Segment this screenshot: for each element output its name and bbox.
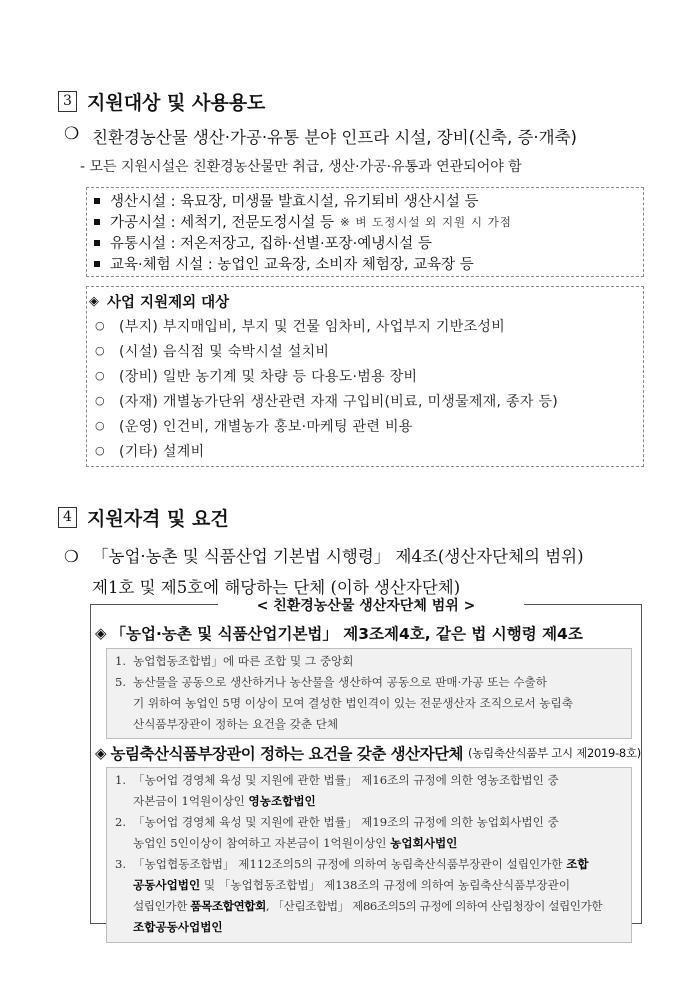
exclusion-item: ○ (운영) 인건비, 개별농가 홍보·마케팅 관련 비용 bbox=[87, 413, 643, 438]
scope-group-2-subtitle: (농림축산식품부 고시 제2019-8호) bbox=[468, 746, 641, 760]
section-3-heading bbox=[58, 88, 265, 115]
scope-item: 5. 농산물을 공동으로 생산하거나 농산물을 생산하여 공동으로 판매·가공 또는 수출하 기 위하여 농업인 5명 이상이 모여 결성한 법인격이 있는 전문생산자 조직으로서 농림축 산식품부장관이 정하는 요건을 갖춘 단체 bbox=[115, 675, 573, 731]
small-circle-bullet-icon: ○ bbox=[95, 444, 105, 457]
square-bullet-icon bbox=[94, 219, 100, 225]
scope-item: 1. 「농어업 경영체 육성 및 지원에 관한 법률」 제16조의 규정에 의한 영농조합법인 중 자본금이 1억원이상인 영농조합법인 bbox=[115, 773, 559, 808]
facility-box bbox=[86, 187, 644, 277]
bullet-line-1: 「농업·농촌 및 식품산업 기본법 시행령」 제4조(생산자단체의 범위) bbox=[92, 547, 584, 566]
diamond-bullet-icon: ◈ bbox=[95, 744, 107, 762]
scope-group-1-box bbox=[106, 648, 632, 739]
section-3-main-bullet bbox=[64, 124, 577, 148]
section-number-box: 4 bbox=[58, 507, 77, 528]
section-4-heading bbox=[58, 504, 229, 531]
scope-group-2-box bbox=[106, 767, 632, 943]
small-circle-bullet-icon: ○ bbox=[95, 344, 105, 357]
scope-group-1-heading: ◈ 「농업·농촌 및 식품산업기본법」 제3조제4호, 같은 법 시행령 제4조 bbox=[95, 624, 583, 643]
facility-note: ※ 벼 도정시설 외 지원 시 가점 bbox=[340, 214, 512, 229]
scope-item: 2. 「농어업 경영체 육성 및 지원에 관한 법률」 제19조의 규정에 의한 농업회사법인 중 농업인 5인이상이 참여하고 자본금이 1억원이상인 농업회사법인 bbox=[115, 815, 559, 850]
square-bullet-icon bbox=[94, 198, 100, 204]
small-circle-bullet-icon: ○ bbox=[95, 419, 105, 432]
exclusion-item: ○ (부지) 부지매입비, 부지 및 건물 임차비, 사업부지 기반조성비 bbox=[87, 313, 643, 338]
scope-caption: < 친환경농산물 생산자단체 범위 > bbox=[256, 598, 476, 614]
exclusion-box bbox=[86, 286, 644, 467]
small-circle-bullet-icon: ○ bbox=[95, 319, 105, 332]
facility-item: 가공시설 : 세척기, 전문도정시설 등 ※ 벼 도정시설 외 지원 시 가점 bbox=[87, 211, 643, 232]
exclusion-item: ○ (자재) 개별농가단위 생산관련 자재 구입비(비료, 미생물제재, 종자 등) bbox=[87, 388, 643, 413]
circle-bullet-icon: ❍ bbox=[64, 124, 80, 144]
section-4-main-bullet bbox=[64, 541, 584, 603]
diamond-bullet-icon: ◈ bbox=[89, 293, 99, 309]
section-title: 지원대상 및 사용용도 bbox=[87, 92, 266, 114]
exclusion-item: ○ (시설) 음식점 및 숙박시설 설치비 bbox=[87, 338, 643, 363]
exclusion-item: ○ (장비) 일반 농기계 및 차량 등 다용도·범용 장비 bbox=[87, 363, 643, 388]
section-title: 지원자격 및 요건 bbox=[87, 508, 229, 530]
diamond-bullet-icon: ◈ bbox=[95, 624, 107, 642]
small-circle-bullet-icon: ○ bbox=[95, 369, 105, 382]
section-3-note: - 모든 지원시설은 친환경농산물만 취급, 생산·가공·유통과 연관되어야 함 bbox=[80, 159, 522, 175]
bullet-text: 친환경농산물 생산·가공·유통 분야 인프라 시설, 장비(신축, 증·개축) bbox=[92, 128, 577, 147]
scope-item: 1. 농업협동조합법」에 따른 조합 및 그 중앙회 bbox=[115, 654, 354, 668]
circle-bullet-icon: ❍ bbox=[64, 547, 79, 566]
scope-item: 3. 「농업협동조합법」 제112조의5의 규정에 의하여 농림축산식품부장관이 설립인가한 조합 공동사업법인 및 「농업협동조합법」 제138조의 규정에 의하여 농림축산식품부장관이 설립인가한 품목조합연합회, 「산림조합법」 제86조의5의 규정에 의하여 산림청장이 설립인가한 조합공동사업법인 bbox=[115, 857, 603, 934]
facility-item: 생산시설 : 육묘장, 미생물 발효시설, 유기퇴비 생산시설 등 bbox=[87, 190, 643, 211]
facility-item: 교육·체험 시설 : 농업인 교육장, 소비자 체험장, 교육장 등 bbox=[87, 253, 643, 274]
square-bullet-icon bbox=[94, 240, 100, 246]
exclusion-title: ◈ 사업 지원제외 대상 bbox=[89, 293, 230, 311]
exclusion-item: ○ (기타) 설계비 bbox=[87, 438, 643, 463]
small-circle-bullet-icon: ○ bbox=[95, 394, 105, 407]
facility-item: 유통시설 : 저온저장고, 집하·선별·포장·예냉시설 등 bbox=[87, 232, 643, 253]
scope-group-2-heading: ◈ 농림축산식품부장관이 정하는 요건을 갖춘 생산자단체 (농림축산식품부 고시 제2019-8호) bbox=[95, 744, 641, 763]
square-bullet-icon bbox=[94, 261, 100, 267]
producer-scope-frame bbox=[90, 598, 642, 934]
section-number-box: 3 bbox=[58, 91, 77, 112]
bullet-line-2: 제1호 및 제5호에 해당하는 단체 (이하 생산자단체) bbox=[92, 578, 461, 597]
